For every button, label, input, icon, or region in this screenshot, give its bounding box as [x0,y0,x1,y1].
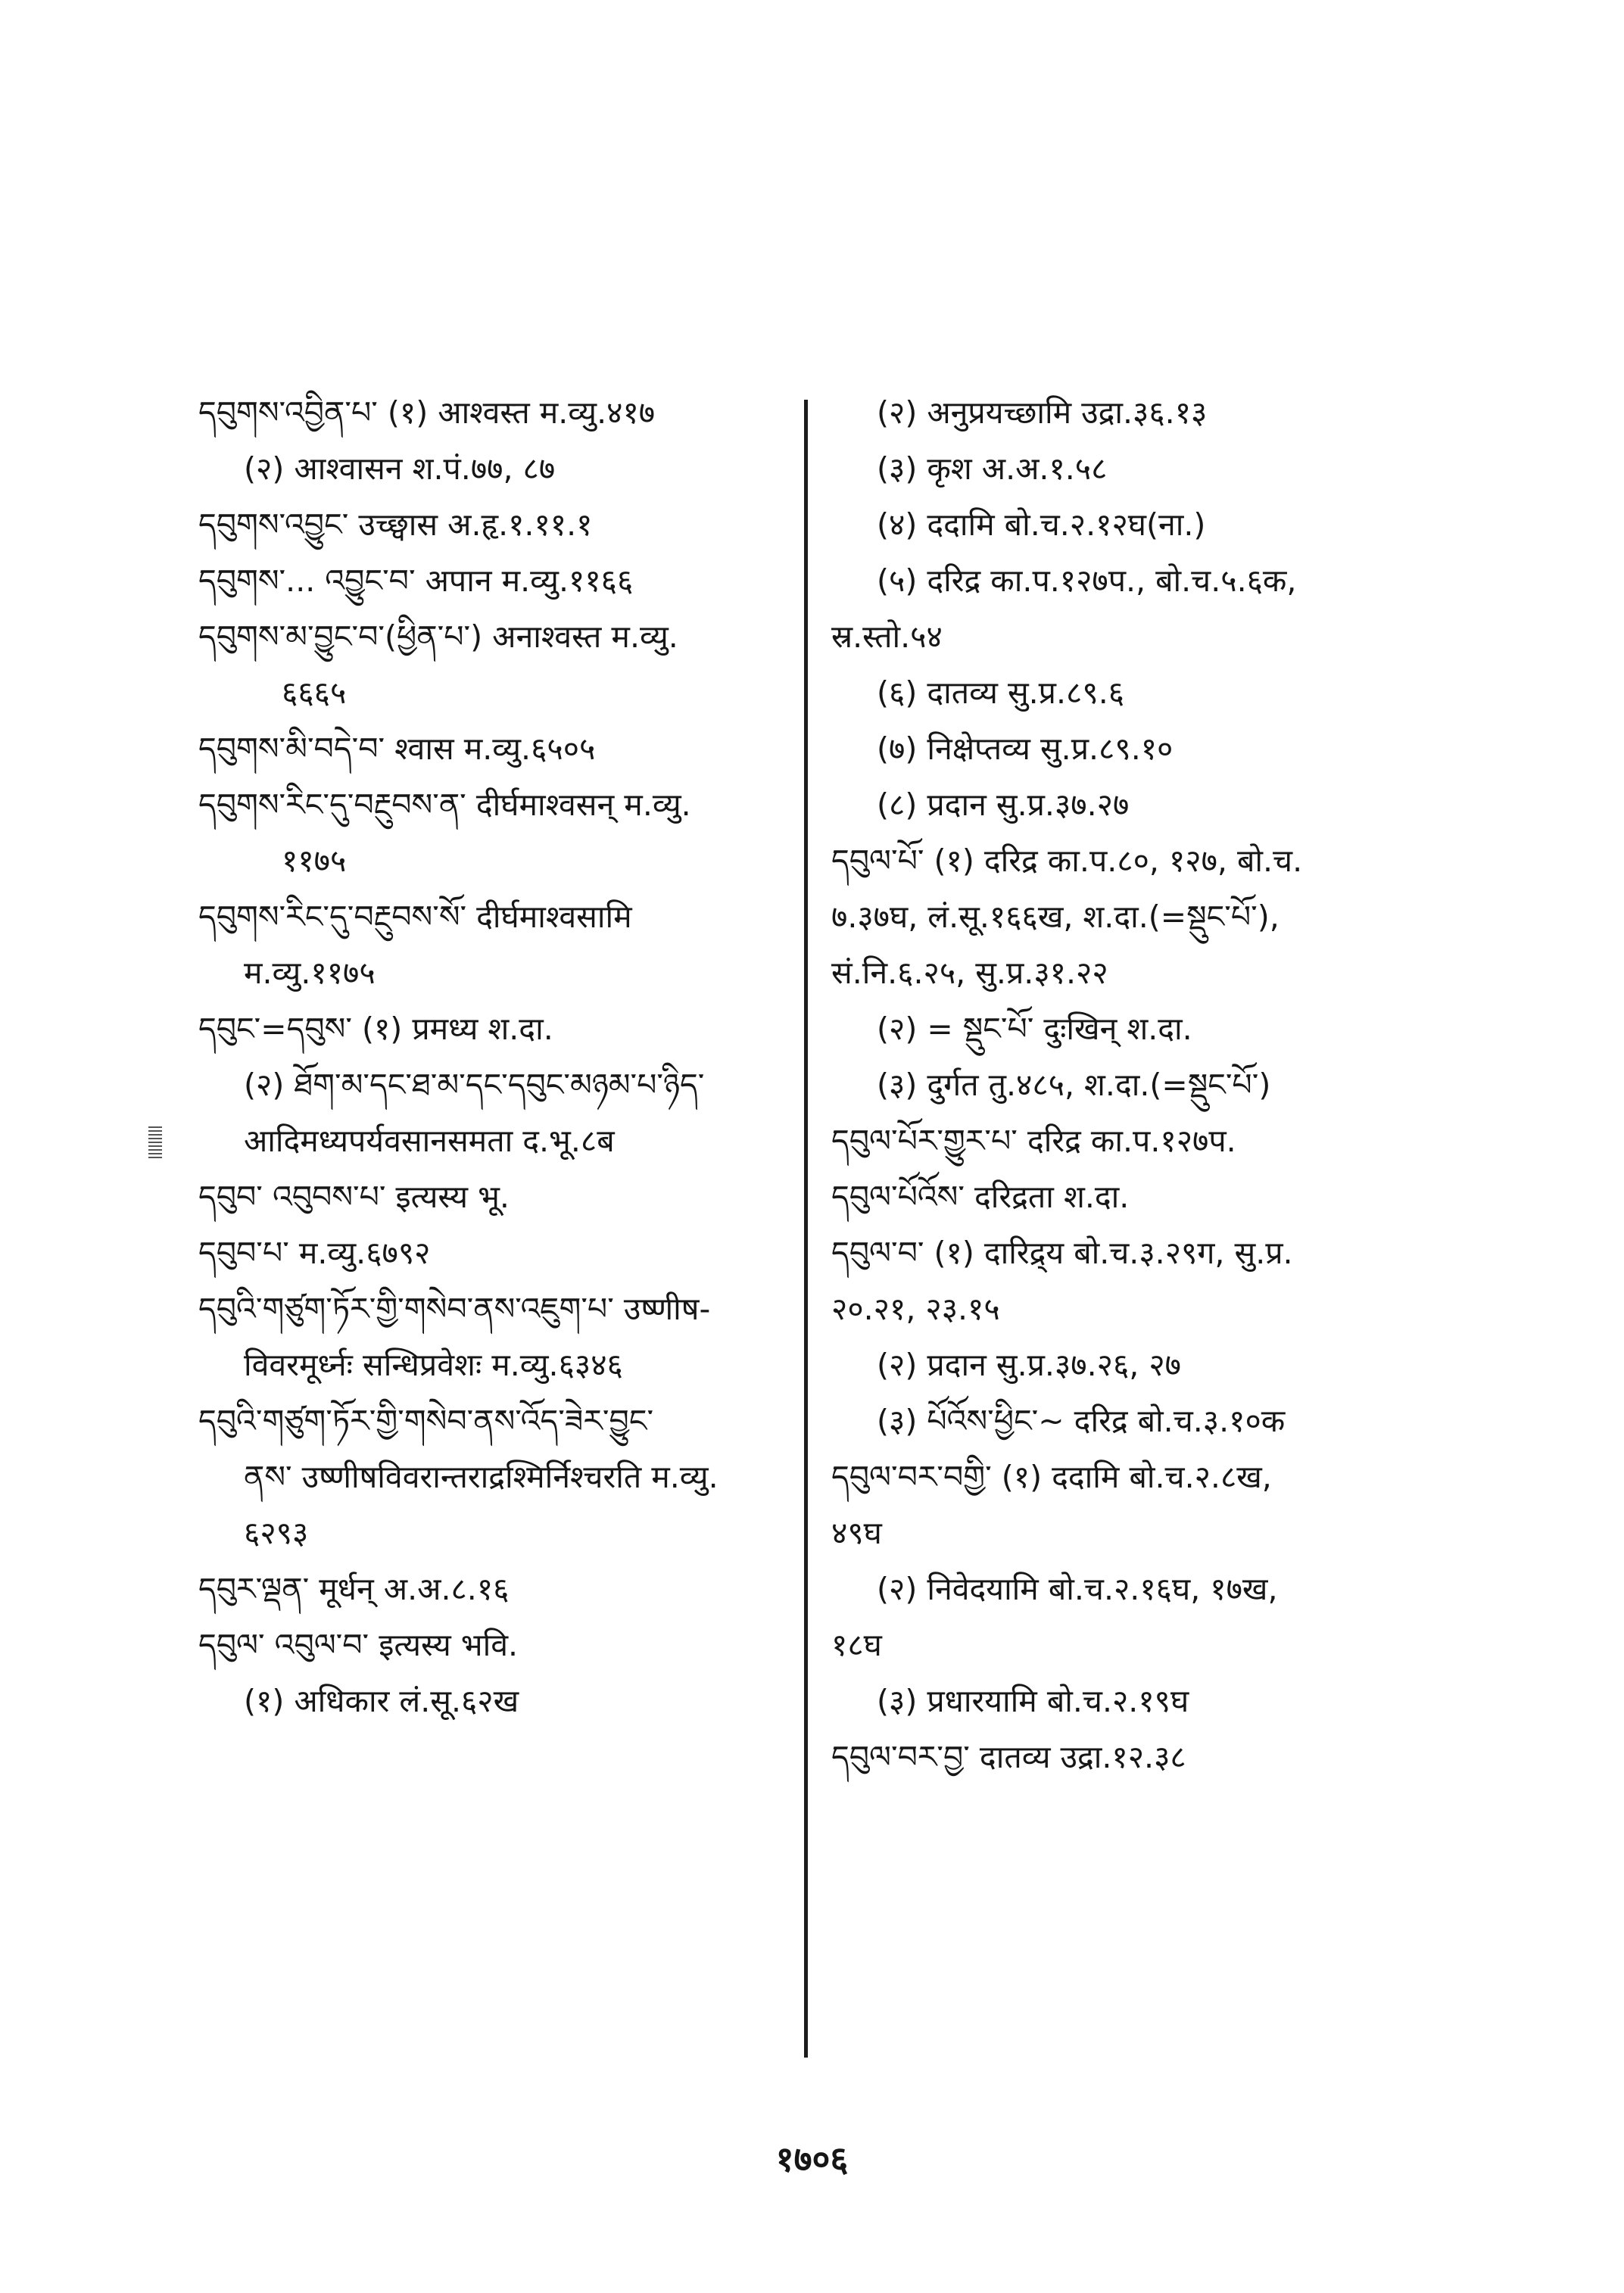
dictionary-entry-line: དབུལ་བར་བྱ་ दातव्य उद्रा.१२.३८ [831,1739,1186,1775]
dictionary-entry-line: (२) आश्वासन श.पं.७७, ८७ [244,450,556,487]
dictionary-entry-line: (७) निक्षेप्तव्य सु.प्र.८९.१० [877,731,1174,767]
dictionary-entry-line: དབུགས་འབྱུང་ उच्छ्वास अ.हृ.१.११.१ [198,506,593,543]
dictionary-entry-line: ནས་ उष्णीषविवरान्तराद्रश्मिर्निश्चरति म.व्यु. [244,1459,718,1495]
margin-mark [148,1126,162,1160]
dictionary-entry-line: ४९घ [831,1515,882,1551]
dictionary-entry-line: (२) = སྡུང་པོ་ दुःखिन् श.दा. [877,1011,1192,1047]
dictionary-entry-line: དབུགས་རིང་དུ་བརྔུབས་སོ་ दीर्घमाश्वसामि [198,899,632,935]
dictionary-entry-line: དབུལ་ འབུལ་བ་ इत्यस्य भवि. [198,1627,519,1663]
dictionary-entry-line: १८घ [831,1627,882,1663]
dictionary-entry-line: (२) प्रदान सु.प्र.३७.२६, २७ [877,1347,1181,1383]
dictionary-entry-line: (२) ཐོག་མ་དང་ཐ་མ་དང་དབུང་མཉམ་པ་ཉིད་ [244,1067,705,1103]
dictionary-entry-line: (८) प्रदान सु.प्र.३७.२७ [877,787,1130,823]
dictionary-entry-line: དབུར་ལྡན་ मूर्धन् अ.अ.८.१६ [198,1571,510,1607]
dictionary-entry-line: (३) པོའོས་ཕྱིང་~ दरिद्र बो.च.३.१०क [877,1403,1286,1439]
column-divider [804,400,808,2058]
dictionary-entry-line: དབུགས་... འབྱུང་བ་ अपान म.व्यु.११६६ [198,562,634,599]
dictionary-entry-line: ११७५ [282,843,347,879]
dictionary-entry-line: དབུགས་མི་བདེ་བ་ श्वास म.व्यु.६५०५ [198,731,596,767]
right-column [831,385,1437,1785]
dictionary-entry-line: (३) दुर्गत तु.४८५, श.दा.(=སྡུང་པོ་) [877,1067,1271,1103]
dictionary-entry-line: དབུལ་པོར་གྱུར་པ་ दरिद्र का.प.१२७प. [831,1123,1236,1159]
dictionary-entry-line: (५) दरिद्र का.प.१२७प., बो.च.५.६क, [877,562,1297,599]
dictionary-entry-line: (२) अनुप्रयच्छामि उद्रा.३६.१३ [877,394,1208,431]
dictionary-entry-line: དབུབ་པ་ म.व्यु.६७९२ [198,1235,431,1271]
dictionary-entry-line: (३) प्रधारयामि बो.च.२.१९घ [877,1683,1189,1719]
dictionary-entry-line: विवरमूर्ध्नः सन्धिप्रवेशः म.व्यु.६३४६ [244,1347,623,1383]
dictionary-entry-line: དབུབ་ འབུབས་པ་ इत्यस्य भू. [198,1179,510,1215]
dictionary-entry-line: (३) कृश अ.अ.१.५८ [877,450,1108,487]
dictionary-entry-line: ६६६५ [282,675,347,711]
dictionary-entry-line: स्र.स्तो.५४ [831,618,943,655]
dictionary-entry-line: དབུལ་བ་ (१) दारिद्र्य बो.च.३.२९ग, सु.प्र. [831,1235,1293,1271]
dictionary-entry-line: ६२९३ [244,1515,309,1551]
page-number: १७०६ [775,2139,849,2179]
dictionary-entry-line: དབུགས་འབྱིན་པ་ (१) आश्वस्त म.व्यु.४१७ [198,394,656,431]
dictionary-entry-line: ७.३७घ, लं.सू.१६६ख, श.दा.(=སྡུང་པོ་), [831,899,1280,935]
dictionary-entry-line: २०.२१, २३.१५ [831,1291,1000,1327]
dictionary-entry-line: དབུལ་པོ་ (१) दरिद्र का.प.८०, १२७, बो.च. [831,843,1303,879]
dictionary-entry-line: དབུལ་བར་བགྱི་ (१) ददामि बो.च.२.८ख, [831,1459,1272,1495]
dictionary-entry-line: དབུང་=དབུས་ (१) प्रमध्य श.दा. [198,1011,553,1047]
dictionary-entry-line: དབུགས་མ་བྱུང་བ་(ཕྱིན་པ་) अनाश्वस्त म.व्यु. [198,618,678,655]
dictionary-entry-line: (६) दातव्य सु.प्र.८९.६ [877,675,1125,711]
dictionary-entry-line: आदिमध्यपर्यवसानसमता द.भू.८ब [244,1123,615,1159]
dictionary-entry-line: དབུའི་གཙུག་ཏོར་གྱི་གསེབ་ནས་འོད་ཟེར་བྱུང་ [198,1403,654,1439]
dictionary-entry-line: དབུའི་གཙུག་ཏོར་གྱི་གསེབ་ནས་འཇུག་པ་ उष्णीष- [198,1291,711,1327]
dictionary-entry-line: དབུགས་རིང་དུ་བརྔུབས་ན་ दीर्घमाश्वसन् म.व्यु. [198,787,691,823]
dictionary-entry-line: सं.नि.६.२५, सु.प्र.३१.२२ [831,955,1108,991]
dictionary-entry-line: (४) ददामि बो.च.२.१२घ(ना.) [877,506,1206,543]
dictionary-entry-line: དབུལ་པོའོས་ दरिद्रता श.दा. [831,1179,1130,1215]
dictionary-entry-line: म.व्यु.११७५ [244,955,376,991]
left-column [198,385,812,1729]
dictionary-entry-line: (२) निवेदयामि बो.च.२.१६घ, १७ख, [877,1571,1278,1607]
dictionary-entry-line: (१) अधिकार लं.सू.६२ख [244,1683,519,1719]
